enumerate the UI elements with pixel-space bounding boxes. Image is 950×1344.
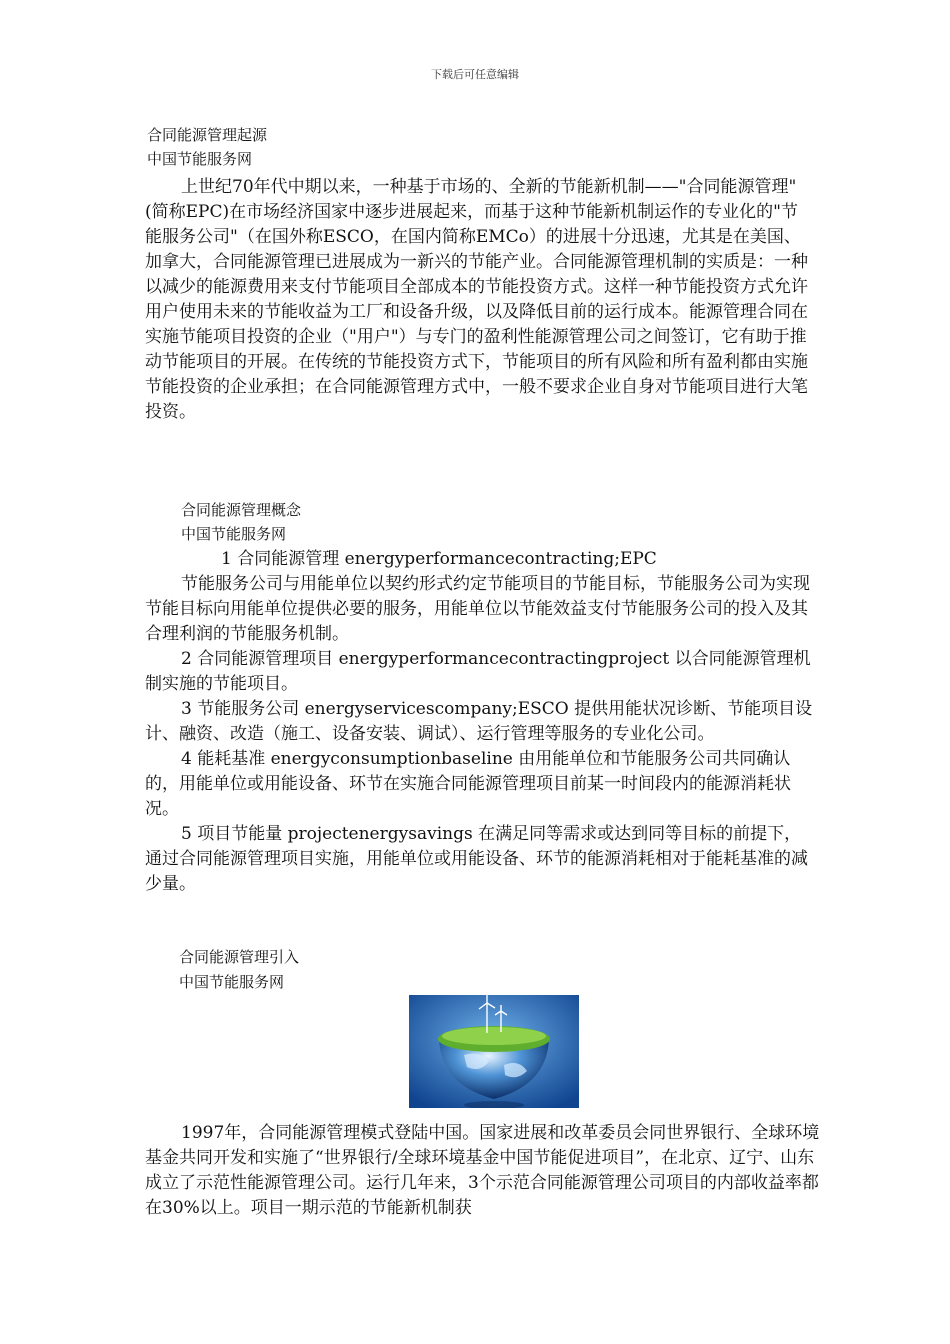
- definition-1-heading: 1 合同能源管理 energyperformancecontracting;EPC: [221, 549, 657, 569]
- definition-2-text: 2 合同能源管理项目 energyperformancecontractingproject 以合同能源管理机制实施的节能项目。: [145, 649, 811, 694]
- section-3-body: [145, 1121, 825, 1221]
- section-1-title: 合同能源管理起源: [147, 126, 268, 144]
- section-2-title: 合同能源管理概念: [181, 501, 302, 519]
- definition-3-text: 3 节能服务公司 energyservicescompany;ESCO 提供用能状况诊断、节能项目设计、融资、改造（施工、设备安装、调试）、运行管理等服务的专业化公司。: [145, 699, 813, 744]
- section-3-source: 中国节能服务网: [179, 973, 285, 991]
- section-1-body: [145, 175, 811, 425]
- definition-4-text: 4 能耗基准 energyconsumptionbaseline 由用能单位和节能服务公司共同确认的，用能单位或用能设备、环节在实施合同能源管理项目前某一时间段内的能源消耗状况。: [145, 749, 791, 819]
- section-2-source: 中国节能服务网: [181, 525, 287, 543]
- floating-earth-wind-turbines-image: [409, 995, 579, 1108]
- section-3-title: 合同能源管理引入: [179, 948, 300, 966]
- page-header-note: 下载后可任意编辑: [431, 68, 519, 81]
- section-2-body: [145, 547, 817, 897]
- definition-1-text: 节能服务公司与用能单位以契约形式约定节能项目的节能目标，节能服务公司为实现节能目标向用能单位提供必要的服务，用能单位以节能效益支付节能服务公司的投入及其合理利润的节能服务机制。: [145, 574, 810, 644]
- section-1-paragraph: 上世纪70年代中期以来，一种基于市场的、全新的节能新机制——"合同能源管理"(简称EPC)在市场经济国家中逐步进展起来，而基于这种节能新机制运作的专业化的"节能服务公司"（在国外称ESCO，在国内简称EMCo）的进展十分迅速，尤其是在美国、加拿大，合同能源管理已进展成为一新兴的节能产业。合同能源管理机制的实质是：一种以减少的能源费用来支付节能项目全部成本的节能投资方式。这样一种节能投资方式允许用户使用未来的节能收益为工厂和设备升级，以及降低目前的运行成本。能源管理合同在实施节能项目投资的企业（"用户"）与专门的盈利性能源管理公司之间签订，它有助于推动节能项目的开展。在传统的节能投资方式下，节能项目的所有风险和所有盈利都由实施节能投资的企业承担；在合同能源管理方式中，一般不要求企业自身对节能项目进行大笔投资。: [145, 177, 808, 422]
- definition-5-text: 5 项目节能量 projectenergysavings 在满足同等需求或达到同等目标的前提下，通过合同能源管理项目实施，用能单位或用能设备、环节的能源消耗相对于能耗基准的减少量。: [145, 824, 808, 894]
- section-3-paragraph: 1997年，合同能源管理模式登陆中国。国家进展和改革委员会同世界银行、全球环境基金共同开发和实施了“世界银行/全球环境基金中国节能促进项目”，在北京、辽宁、山东成立了示范性能源管理公司。运行几年来，3个示范合同能源管理公司项目的内部收益率都在30%以上。项目一期示范的节能新机制获: [145, 1123, 820, 1218]
- earth-illustration-icon: [409, 995, 579, 1108]
- section-1-source: 中国节能服务网: [147, 150, 253, 168]
